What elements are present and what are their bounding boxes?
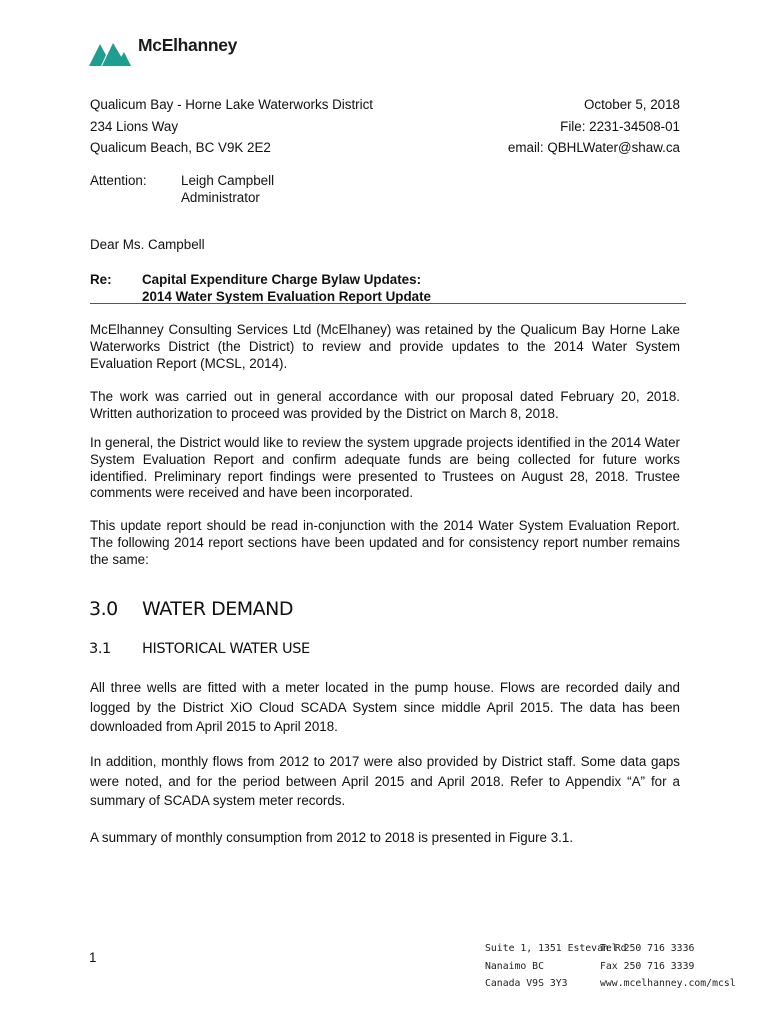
body-paragraph: All three wells are fitted with a meter located in the pump house. Flows are recorded daily and logged by the District XiO Cloud SCADA System since middle April 2015. The data has been downloaded from April 2015 to April 2018. [90, 680, 680, 734]
paragraph: In general, the District would like to review the system upgrade projects identified in the 2014 Water System Evaluation Report and confirm adequate funds are being collected for future works identified. Preliminary report findings were presented to Trustees on August 28, 2018. Trustee comments were received and have been incorporated. [90, 435, 680, 501]
email-address: email: QBHLWater@shaw.ca [507, 140, 680, 155]
letter-meta [508, 94, 680, 159]
salutation: Dear Ms. Campbell [90, 237, 205, 252]
attention-name: Leigh Campbell [181, 173, 275, 188]
letter-date: October 5, 2018 [583, 97, 680, 112]
footer-phone: Tel 250 716 3336 [600, 943, 695, 954]
footer-website: www.mcelhanney.com/mcsl [600, 978, 736, 989]
recipient-line: 234 Lions Way [90, 118, 179, 134]
recipient-line: Qualicum Bay - Horne Lake Waterworks District [90, 97, 374, 112]
company-logo [89, 34, 238, 66]
body-paragraph: In addition, monthly flows from 2012 to 2017 were also provided by District staff. Some data gaps were noted, and for the period between April 2015 and April 2018. Refer to Appendix “A” for a summary of SCADA system meter records. [90, 754, 680, 808]
paragraph: McElhanney Consulting Services Ltd (McElhaney) was retained by the Qualicum Bay Horne Lake Waterworks District (the District) to review and provide updates to the 2014 Water System Evaluation Report (MCSL, 2014). [90, 322, 680, 371]
file-number: File: 2231-34508-01 [560, 118, 680, 134]
footer-address-line: Suite 1, 1351 Estevan Rd [485, 943, 627, 954]
footer-address-line: Nanaimo BC [485, 960, 544, 972]
body-paragraph: A summary of monthly consumption from 2012 to 2018 is presented in Figure 3.1. [90, 830, 574, 845]
subject-line: 2014 Water System Evaluation Report Update [142, 289, 431, 304]
footer-fax: Fax 250 716 3339 [600, 960, 695, 972]
footer-address-line: Canada V9S 3Y3 [485, 978, 568, 989]
attention-title: Administrator [181, 190, 260, 205]
section-title: WATER DEMAND [142, 598, 293, 620]
mcelhanney-mark-icon [89, 38, 131, 66]
paragraph: This update report should be read in-conjunction with the 2014 Water System Evaluation Report. The following 2014 report sections have been updated and for consistency report number remains the same: [90, 518, 680, 567]
subsection-title: HISTORICAL WATER USE [142, 641, 310, 657]
subject-divider [90, 303, 686, 304]
recipient-address [90, 94, 373, 159]
subsection-number: 3.1 [89, 641, 111, 657]
paragraph: The work was carried out in general accordance with our proposal dated February 20, 2018. Written authorization to proceed was provided by the District on March 8, 2018. [90, 389, 680, 421]
page-number: 1 [89, 950, 97, 965]
attention-label: Attention: [90, 173, 147, 188]
subject-label: Re: [90, 272, 112, 287]
section-heading [89, 598, 293, 620]
section-number: 3.0 [89, 598, 118, 620]
logo-text: McElhanney [138, 34, 238, 55]
subject-line: Capital Expenditure Charge Bylaw Updates: [142, 272, 422, 287]
subsection-heading [89, 641, 310, 657]
recipient-line: Qualicum Beach, BC V9K 2E2 [90, 140, 271, 155]
footer-contact [600, 940, 736, 993]
